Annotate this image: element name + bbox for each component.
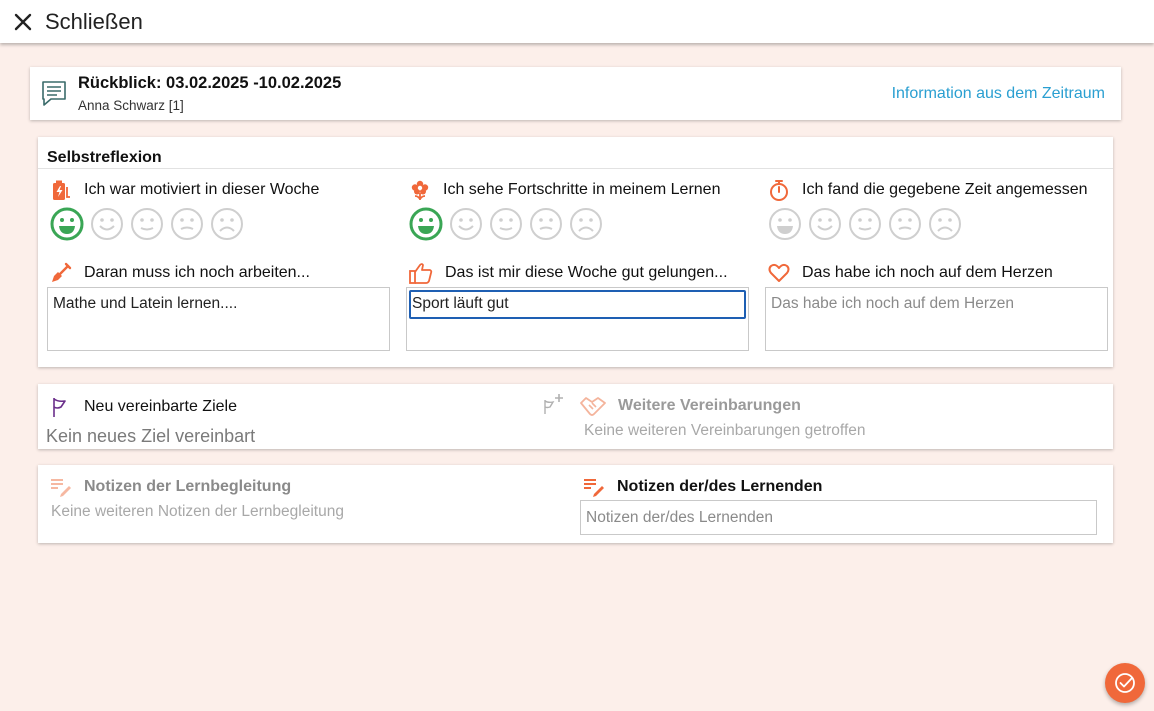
stopwatch-icon [768,179,790,201]
rating-motivation-label: Ich war motiviert in dieser Woche [50,179,319,201]
smiley-very-happy-icon[interactable] [50,207,84,241]
page-title: Rückblick: 03.02.2025 -10.02.2025 [78,74,342,92]
shovel-icon [50,262,72,284]
smiley-neutral-icon[interactable] [529,207,563,241]
section-title: Selbstreflexion [47,149,162,166]
add-goal-icon[interactable] [541,392,565,416]
rating-time-label: Ich fand die gegebene Zeit angemessen [768,179,1088,201]
notes-edit-icon [583,476,605,498]
smiley-slightly-happy-icon[interactable] [489,207,523,241]
smiley-happy-icon[interactable] [90,207,124,241]
smiley-sad-icon[interactable] [210,207,244,241]
period-info-link[interactable]: Information aus dem Zeitraum [891,85,1105,102]
rating-motivation-scale [50,207,244,241]
learner-notes-input[interactable]: Notizen der/des Lernenden [580,500,1097,535]
handshake-icon [580,395,606,417]
rating-progress-label: Ich sehe Fortschritte in meinem Lernen [409,179,720,201]
comment-lines-icon [40,79,68,107]
battery-charge-icon [50,179,72,201]
goals-label: Neu vereinbarte Ziele [50,396,237,418]
close-icon [13,12,33,32]
smiley-neutral-icon[interactable] [888,207,922,241]
heart-textarea[interactable]: Das habe ich noch auf dem Herzen [765,287,1108,351]
smiley-sad-icon[interactable] [569,207,603,241]
self-reflection-card [38,137,1113,367]
confirm-fab-button[interactable] [1105,663,1145,703]
smiley-happy-icon[interactable] [808,207,842,241]
close-button[interactable] [0,0,143,43]
goals-empty-text: Kein neues Ziel vereinbart [46,426,256,446]
learner-notes-label: Notizen der/des Lernenden [583,476,822,498]
flower-icon [409,179,431,201]
smiley-slightly-happy-icon[interactable] [848,207,882,241]
mentor-notes-label: Notizen der Lernbegleitung [50,476,291,498]
work-on-textarea[interactable]: Mathe und Latein lernen.... [47,287,390,351]
agreements-label: Weitere Vereinbarungen [580,395,801,417]
flag-icon [50,396,72,418]
smiley-happy-icon[interactable] [449,207,483,241]
field-work-on-label: Daran muss ich noch arbeiten... [50,262,310,284]
notes-card [38,465,1113,543]
check-circle-icon [1113,671,1137,695]
rating-time-scale [768,207,962,241]
notes-edit-icon [50,476,72,498]
smiley-neutral-icon[interactable] [170,207,204,241]
rating-progress-scale [409,207,603,241]
smiley-very-happy-icon[interactable] [768,207,802,241]
smiley-slightly-happy-icon[interactable] [130,207,164,241]
mentor-notes-empty-text: Keine weiteren Notizen der Lernbegleitung [51,503,344,520]
smiley-sad-icon[interactable] [928,207,962,241]
close-label: Schließen [45,8,143,34]
goals-agreements-card [38,384,1113,449]
field-heart-label: Das habe ich noch auf dem Herzen [768,262,1053,284]
field-went-well-label: Das ist mir diese Woche gut gelungen... [409,262,728,284]
divider [38,168,1113,169]
thumbs-up-icon [409,262,433,284]
review-header-card [30,67,1121,120]
went-well-textarea[interactable]: Sport läuft gut [406,287,749,351]
heart-icon [768,262,790,284]
top-bar [0,0,1154,43]
smiley-very-happy-icon[interactable] [409,207,443,241]
learner-name: Anna Schwarz [1] [78,98,184,113]
agreements-empty-text: Keine weiteren Vereinbarungen getroffen [584,422,866,439]
